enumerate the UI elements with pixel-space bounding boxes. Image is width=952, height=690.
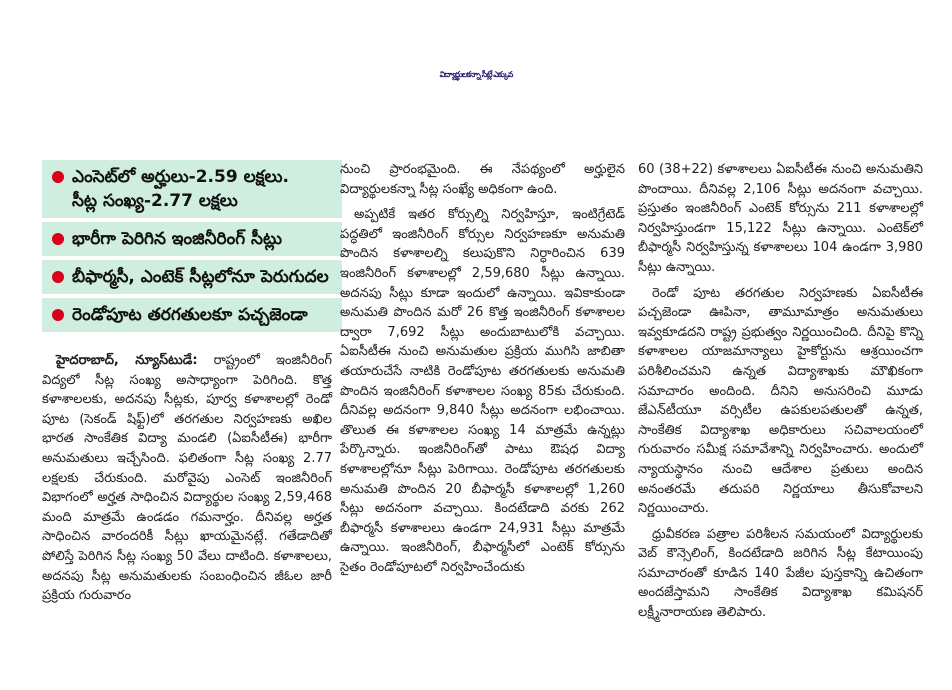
bullet-icon bbox=[52, 271, 64, 283]
bullet-icon bbox=[52, 233, 64, 245]
article-paragraph: 60 (38+22) కళాశాలలు ఏఐసీటీఈ నుంచి అనుమతిని పొందాయి. దీనివల్ల 2,106 సీట్లు అదనంగా వచ్చాయి. ప్రస్తుతం ఇంజినీరింగ్‌ ఎంటెక్‌ కోర్సును 211 కళాశాలల్లో నిర్వహిస్తుండగా 15,122 సీట్లు ఉన్నాయి. ఎంటెక్‌లో బీఫార్మసీ నిర్వహిస్తున్న కళాశాలలు 104 ఉండగా 3,980 సీట్లు ఉన్నాయి. bbox=[638, 162, 923, 275]
dateline: హైదరాబాద్‌, న్యూస్‌టుడే: bbox=[56, 353, 198, 368]
article-paragraph: ధ్రువీకరణ పత్రాల పరిశీలన సమయంలో విద్యార్థులకు వెబ్‌ కౌన్సెలింగ్‌, కిందటేడాది జరిగిన సీట్ల కేటాయింపు సమాచారంతో కూడిన 140 పేజీల పుస్తకాన్ని ఉచితంగా అందజేస్తామని సాంకేతిక విద్యాశాఖ కమిషనర్‌ లక్ష్మీనారాయణ తెలిపారు. bbox=[638, 526, 923, 621]
highlight-item bbox=[42, 222, 342, 256]
article-paragraph: అప్పటికే ఇతర కోర్సుల్ని నిర్వహిస్తూ, ఇంటిగ్రేటెడ్‌ పద్ధతిలో ఇంజినీరింగ్‌ కోర్సుల నిర్వహణకూ అనుమతి పొందిన కళాశాలల్ని కలుపుకొని నిర్ధారించిన 639 ఇంజినీరింగ్‌ కళాశాలల్లో 2,59,680 సీట్లు ఉన్నాయి. అదనపు సీట్లు కూడా ఇందులో ఉన్నాయి. ఇవికాకుండా అనుమతి పొందిన మరో 26 కొత్త ఇంజినీరింగ్‌ కళాశాలల ద్వారా 7,692 సీట్లు అందుబాటులోకి వచ్చాయి. ఏఐసీటీఈ నుంచి అనుమతుల ప్రక్రియ ముగిసి జాబితా తయారుచేసే నాటికి రెండోపూట తరగతులకు అనుమతి పొందిన ఇంజినీరింగ్‌ కళాశాలల సంఖ్య 85కు చేరుకుంది. దీనివల్ల అదనంగా 9,840 సీట్లు అదనంగా లభించాయి. తొలుత ఈ కళాశాలల సంఖ్య 14 మాత్రమే ఉన్నట్లు పేర్కొన్నారు. ఇంజినీరింగ్‌తో పాటు ఔషధ విద్యా కళాశాలల్లోనూ సీట్లు పెరిగాయి. రెండోపూట తరగతులకు అనుమతి పొందిన 20 బీఫార్మసీ కళాశాలల్లో 1,260 సీట్లు అదనంగా వచ్చాయి. కిందటేడాది వరకు 262 బీఫార్మసీ కళాశాలలు ఉండగా 24,931 సీట్లు మాత్రమే ఉన్నాయి. ఇంజినీరింగ్‌, బీఫార్మసీలో ఎంటెక్‌ కోర్సును సైతం రెండోపూటలో నిర్వహించేందుకు bbox=[340, 207, 625, 575]
article-paragraph bbox=[42, 351, 332, 606]
paragraph-text: రాష్ట్రంలో ఇంజినీరింగ్‌ విద్యలో సీట్ల సంఖ్య అసాధ్యాంగా పెరిగింది. కొత్త కళాశాలలకు, అదనపు సీట్లకు, పూర్వ కళాశాలల్లో రెండో పూట (సెకండ్‌ షిఫ్ట్‌)లో తరగతుల నిర్వహణకు అఖిల భారత సాంకేతిక విద్యా మండలి (ఏఐసీటీఈ) భారీగా అనుమతులు ఇచ్చేసింది. ఫలితంగా సీట్ల సంఖ్య 2.77 లక్షలకు చేరుకుంది. మరోవైపు ఎంసెట్‌ ఇంజినీరింగ్‌ విభాగంలో అర్హత సాధించిన విద్యార్థుల సంఖ్య 2,59,468 మంది మాత్రమే ఉండడం గమనార్హం. దీనివల్ల అర్హత సాధించిన వారందరికీ సీట్లు ఖాయమైనట్లే. గతేడాదితో పోలిస్తే పెరిగిన సీట్ల సంఖ్య 50 వేలు దాటింది. కళాశాలలు, అదనపు సీట్ల అనుమతులకు సంబంధించిన జీఓల జారీ ప్రక్రియ గురువారం bbox=[42, 353, 333, 604]
highlight-text: బీఫార్మసీ, ఎంటెక్‌ సీట్లలోనూ పెరుగుదల bbox=[72, 267, 329, 287]
highlight-text: రెండోపూట తరగతులకూ పచ్చజెండా bbox=[72, 305, 308, 325]
article-paragraph: రెండో పూట తరగతుల నిర్వహణకు ఏఐసీటీఈ పచ్చజెండా ఊపినా, తామూమాత్రం అనుమతులు ఇవ్వకూడదని రాష్ట్ర ప్రభుత్వం నిర్ణయించింది. దీనిపై కొన్ని కళాశాలల యాజమాన్యాలు హైకోర్టును ఆశ్రయించగా పరిశీలించమని ఉన్నత విద్యాశాఖకు మౌఖికంగా సమాచారం అందింది. దీనిని అనుసరించి మూడు జేఎన్‌టీయూ వర్సిటీల ఉపకులపతులతో ఉన్నత, సాంకేతిక విద్యాశాఖ అధికారులు సచివాలయంలో గురువారం సమీక్ష సమావేశాన్ని నిర్వహించారు. అందులో న్యాయస్థానం నుంచి ఆదేశాల ప్రతులు అందిన అనంతరమే తదుపరి నిర్ణయాలు తీసుకోవాలని నిర్ణయించారు. bbox=[638, 285, 923, 517]
bullet-icon bbox=[52, 171, 64, 183]
highlight-item bbox=[42, 298, 342, 332]
article-paragraph: నుంచి ప్రారంభమైంది. ఈ నేపథ్యంలో అర్హులైన విద్యార్థులకన్నా సీట్ల సంఖ్యే అధికంగా ఉంది. bbox=[340, 162, 625, 197]
headline: విద్యార్థులకన్నా సీట్లే ఎక్కువ bbox=[439, 70, 513, 79]
highlight-item bbox=[42, 160, 342, 218]
highlight-item bbox=[42, 260, 342, 294]
highlight-text: భారీగా పెరిగిన ఇంజినీరింగ్‌ సీట్లు bbox=[72, 229, 282, 249]
highlights-box bbox=[42, 160, 342, 332]
bullet-icon bbox=[52, 309, 64, 321]
article-column-2 bbox=[340, 160, 625, 583]
article-column-3 bbox=[638, 160, 923, 629]
highlight-text: సీట్ల సంఖ్య-2.77 లక్షలు bbox=[72, 191, 238, 211]
highlight-text: ఎంసెట్‌లో అర్హులు-2.59 లక్షలు. bbox=[72, 167, 289, 187]
article-column-1 bbox=[42, 351, 332, 612]
